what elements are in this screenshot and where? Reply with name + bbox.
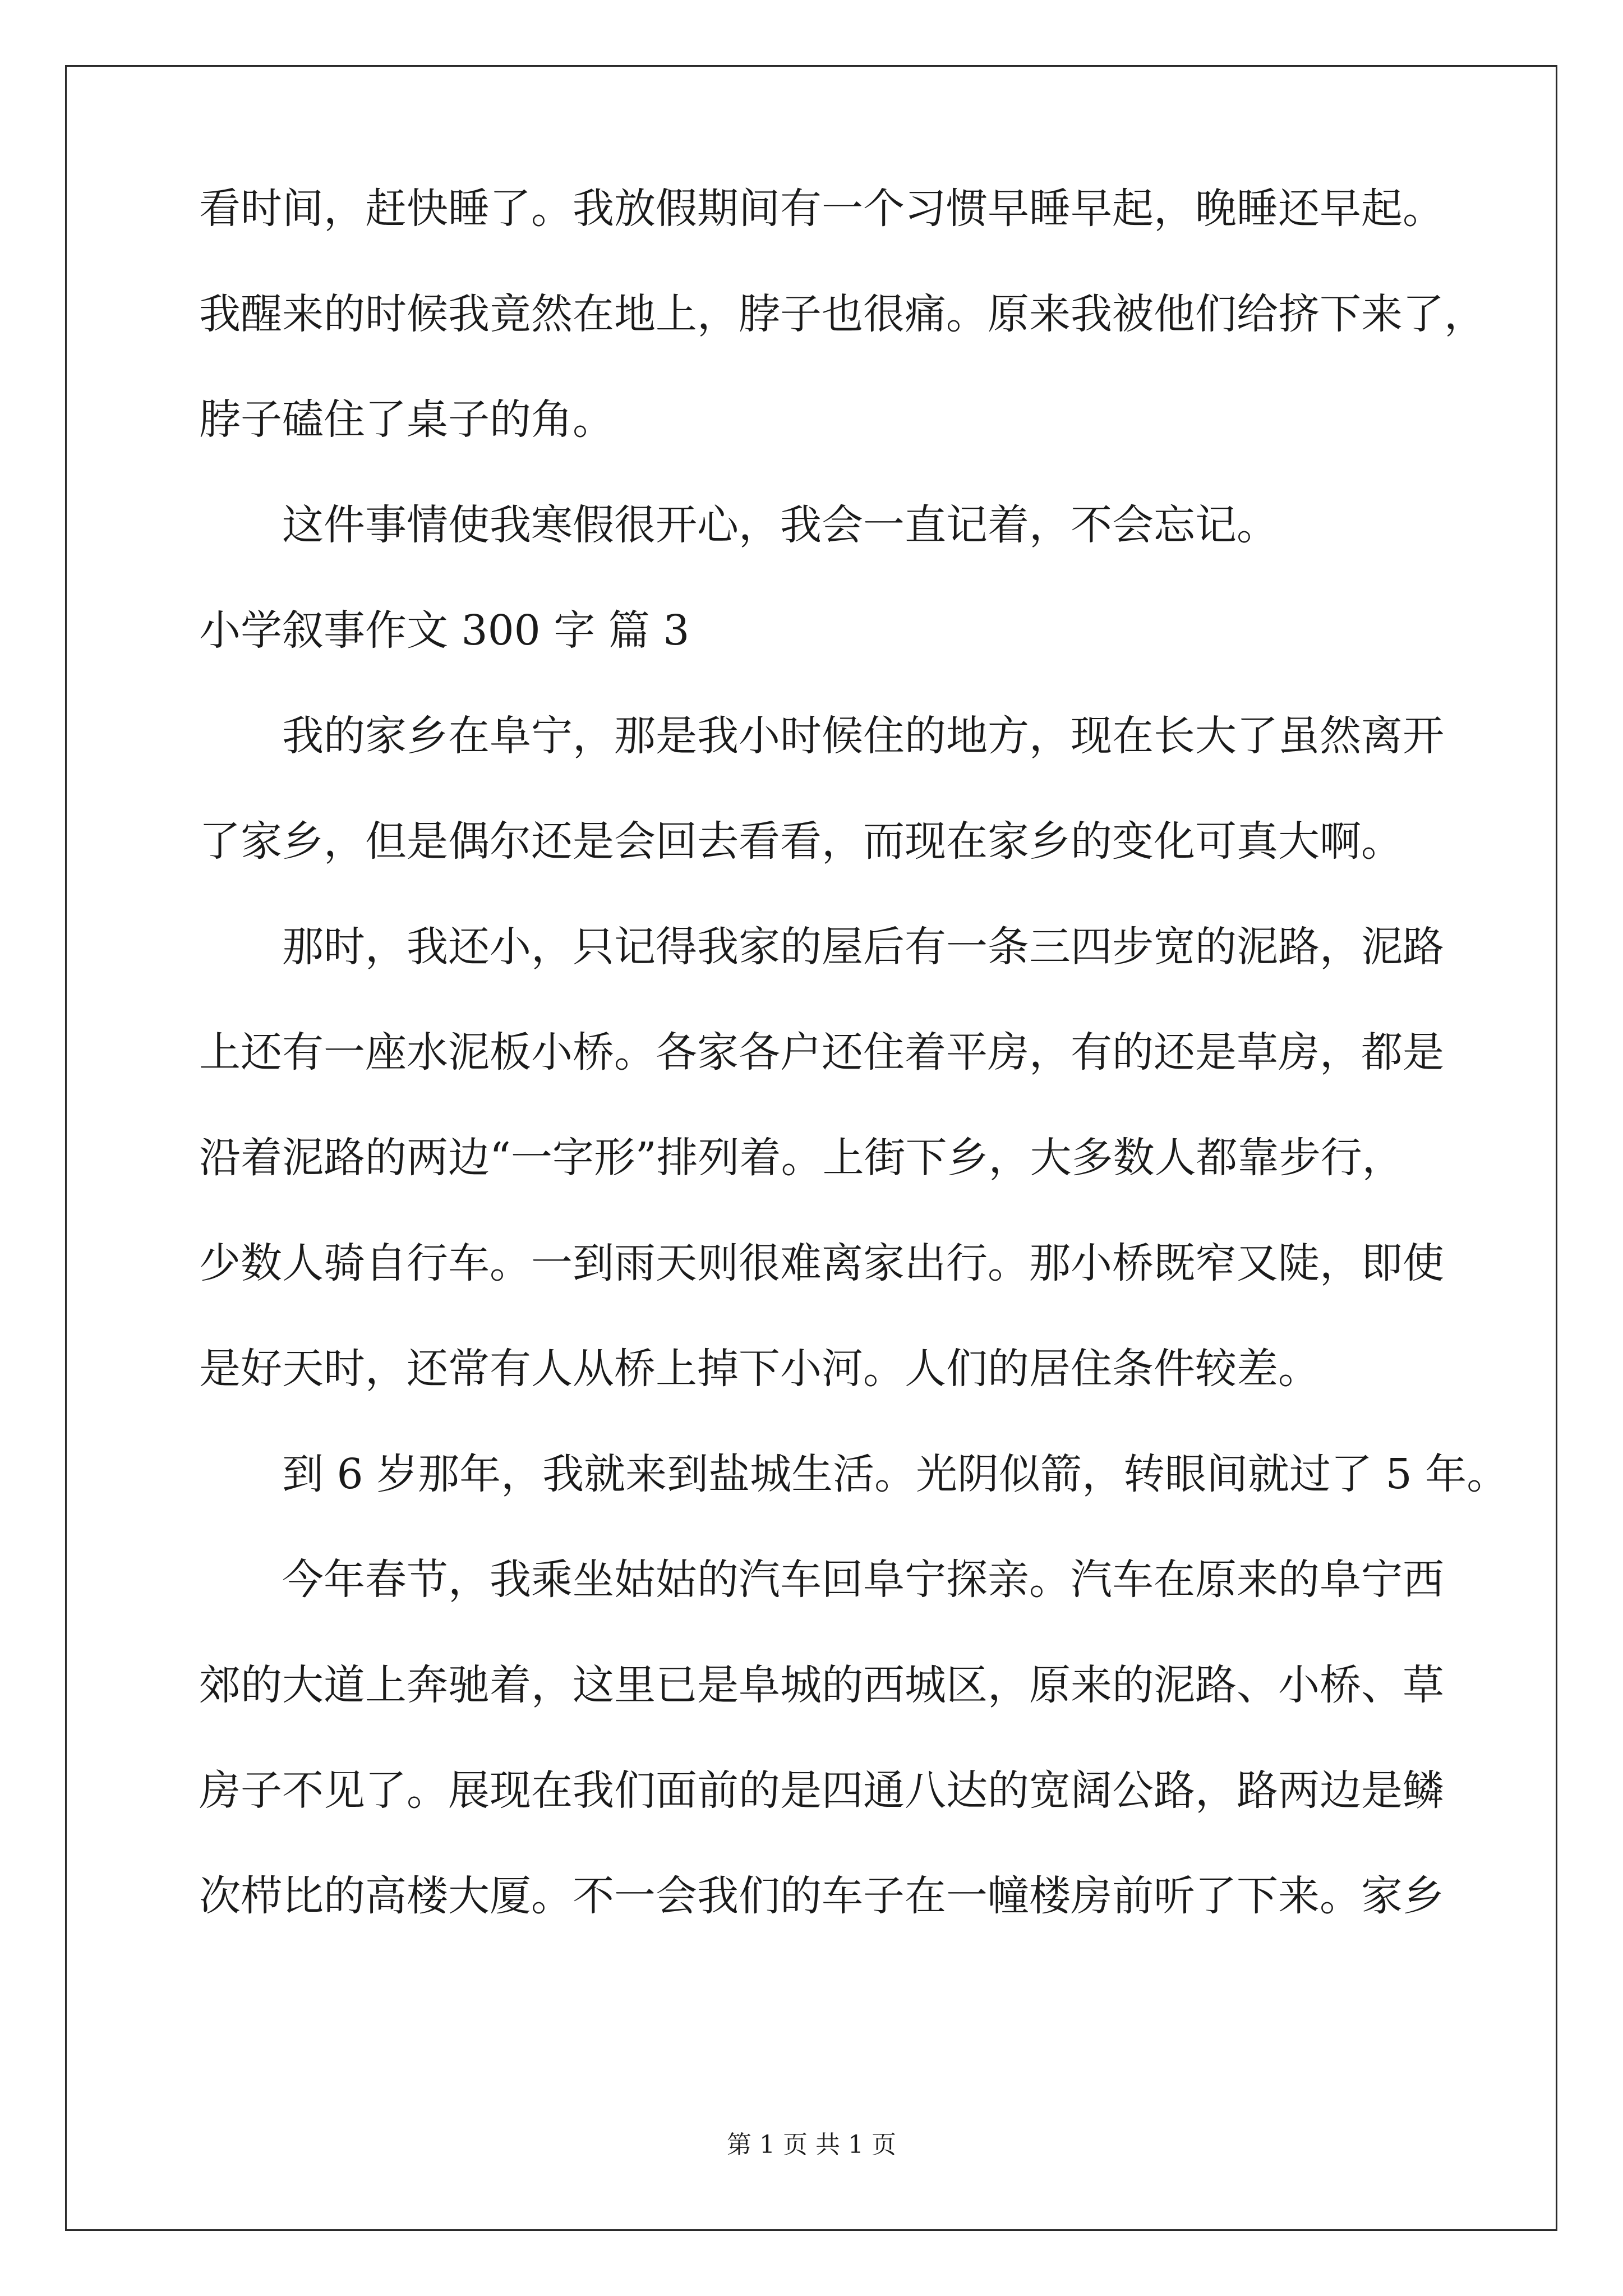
text-line: 我的家乡在阜宁，那是我小时候住的地方，现在长大了虽然离开 bbox=[199, 712, 1444, 760]
text-line: 脖子磕住了桌子的角。 bbox=[199, 395, 614, 444]
text-line: 房子不见了。展现在我们面前的是四通八达的宽阔公路，路两边是鳞 bbox=[199, 1766, 1444, 1815]
text-line: 沿着泥路的两边“一字形”排列着。上街下乡，大多数人都靠步行， bbox=[199, 1134, 1404, 1182]
text-line: 少数人骑自行车。一到雨天则很难离家出行。那小桥既窄又陡，即使 bbox=[199, 1239, 1444, 1287]
section-heading: 小学叙事作文 300 字 篇 3 bbox=[199, 606, 690, 655]
text-line: 是好天时，还常有人从桥上掉下小河。人们的居住条件较差。 bbox=[199, 1345, 1320, 1393]
text-line: 次栉比的高楼大厦。不一会我们的车子在一幢楼房前听了下来。家乡 bbox=[199, 1872, 1444, 1920]
page-footer: 第 1 页 共 1 页 bbox=[727, 2131, 896, 2159]
text-line: 到 6 岁那年，我就来到盐城生活。光阴似箭，转眼间就过了 5 年。 bbox=[199, 1450, 1509, 1498]
text-line: 今年春节，我乘坐姑姑的汽车回阜宁探亲。汽车在原来的阜宁西 bbox=[199, 1556, 1444, 1604]
text-line: 那时，我还小，只记得我家的屋后有一条三四步宽的泥路，泥路 bbox=[199, 923, 1444, 971]
text-line: 这件事情使我寒假很开心，我会一直记着，不会忘记。 bbox=[199, 501, 1278, 549]
text-line: 郊的大道上奔驰着，这里已是阜城的西城区，原来的泥路、小桥、草 bbox=[199, 1661, 1444, 1709]
text-line: 了家乡，但是偶尔还是会回去看看，而现在家乡的变化可真大啊。 bbox=[199, 817, 1403, 866]
text-line: 上还有一座水泥板小桥。各家各户还住着平房，有的还是草房，都是 bbox=[199, 1028, 1444, 1076]
text-line: 我醒来的时候我竟然在地上，脖子也很痛。原来我被他们给挤下来了， bbox=[199, 290, 1486, 338]
text-line: 看时间，赶快睡了。我放假期间有一个习惯早睡早起，晚睡还早起。 bbox=[199, 185, 1444, 233]
